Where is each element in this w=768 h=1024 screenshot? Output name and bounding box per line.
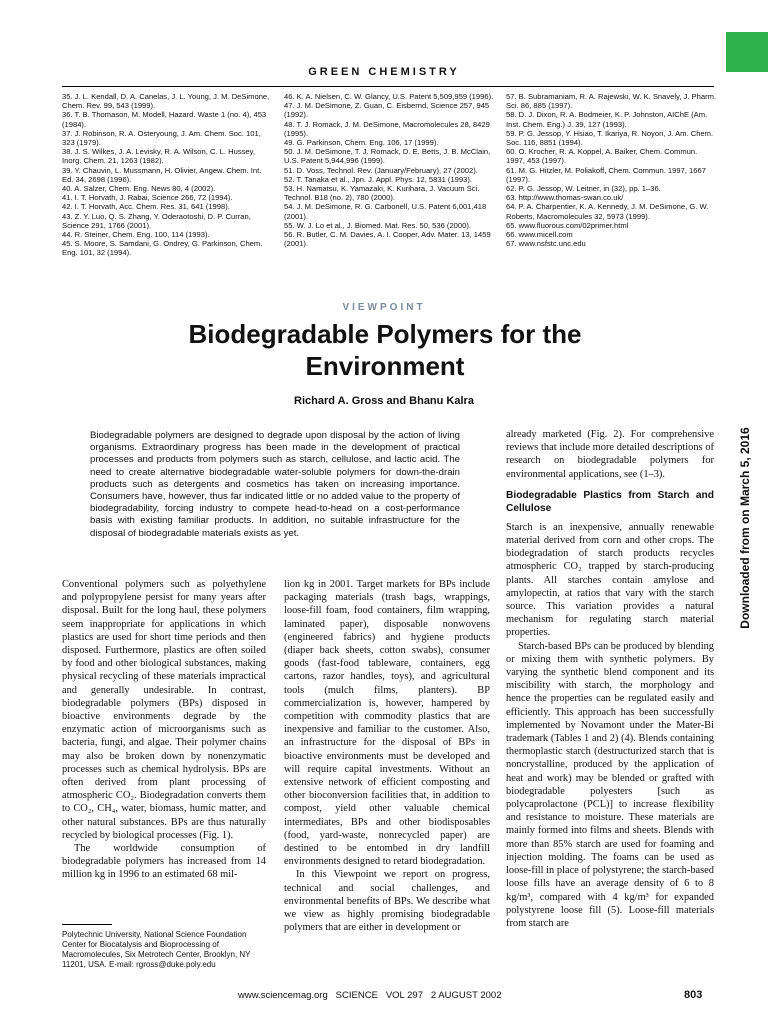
abstract: Biodegradable polymers are designed to degrade upon disposal by the action of living organisms. Extraordinary progress has been made in the development of practical processes and products from polymers such as starch, cellulose, and lactic acid. The need to create alternative biodegradable water-soluble polymers for down-the-drain products such as detergents and cosmetics has taken on increasing importance. Consumers have, however, thus far indicated little or no added value to the property of biodegradability, forcing industry to compete head-to-head on a cost-performance basis with existing familiar products. In addition, no suitable infrastructure for the disposal of biodegradable materials exists as yet. <box>90 430 460 539</box>
page-number: 803 <box>684 989 703 1001</box>
reference-item: 48. T. J. Romack, J. M. DeSimone, Macromolecules 28, 8429 (1995). <box>284 119 490 138</box>
reference-item: 51. D. Voss, Technol. Rev. (January/February), 27 (2002). <box>284 165 478 175</box>
page-footer <box>0 990 768 1006</box>
reference-item: 39. Y. Chauvin, L. Mussmann, H. Olivier, Angew. Chem. Int. Ed. 34, 2698 (1996). <box>62 165 262 184</box>
reference-item: 61. M. G. Hitzler, M. Poliakoff, Chem. Commun. 1997, 1667 (1997). <box>506 165 706 184</box>
reference-item: 57. B. Subramaniam, R. A. Rajewski, W. K. Snavely, J. Pharm. Sci. 86, 885 (1997). <box>506 92 717 111</box>
references-middle-column <box>284 92 494 248</box>
reference-item: 56. R. Butler, C. M. Davies, A. I. Cooper, Adv. Mater. 13, 1459 (2001). <box>284 230 491 249</box>
reference-item: 46. K. A. Nielsen, C. W. Glancy, U.S. Patent 5,509,959 (1996). <box>284 92 494 101</box>
paragraph: Conventional polymers such as polyethylene and polypropylene persist for many years after disposal. Built for the long haul, these polymers seem inappropriate for applications in which plastics are used for short time periods and then disposed. Furthermore, plastics are often soiled by food and other biological substances, making physical recycling of these materials impractical and generally undesirable. In contrast, biodegradable polymers (BPs) disposed in bioactive environments degrade by the enzymatic action of microorganisms such as bacteria, fungi, and algae. Their polymer chains may also be broken down by nonenzymatic processes such as chemical hydrolysis. BPs are often derived from plant processing of atmospheric CO₂. Biodegradation converts them to CO₂, CH₄, water, biomass, humic matter, and other natural substances. BPs are thus naturally recycled by biological processes (Fig. 1). <box>62 579 266 841</box>
affiliation-rule <box>62 924 112 925</box>
reference-item: 59. P. G. Jessop, Y. Hsiao, T. Ikariya, R. Noyori, J. Am. Chem. Soc. 116, 8851 (1994). <box>506 128 714 148</box>
reference-item: 38. J. S. Wilkes, J. A. Levisky, R. A. Wilson, C. L. Hussey, Inorg. Chem. 21, 1263 (1982). <box>62 147 255 166</box>
reference-item: 36. T. B. Thomason, M. Modell, Hazard. Waste 1 (no. 4), 453 (1984). <box>62 110 267 129</box>
download-stamp <box>738 408 752 648</box>
body-column-3 <box>506 428 714 930</box>
paragraph: lion kg in 2001. Target markets for BPs include packaging materials (trash bags, wrappings, loose-fill foam, food containers, film wrapping, laminated paper), disposable nonwovens (engineered fabrics) and hygiene products (diaper back sheets, cotton swabs), consumer goods (fast-food tableware, containers, egg cartons, razor handles, toys), and agricultural tools (mulch films, planters). BP commercialization is, however, hampered by competition with commodity plastics that are inexpensive and familiar to the customer. Also, an infrastructure for the disposal of BPs in bioactive environments must be developed and will require capital investments. Without an extensive network of efficient composting and other bioconversion facilities that, in addition to compost, yield other valuable chemical intermediates, BPs and other biodisposables (food, yard-waste, nonrecycled paper) are destined to be entombed in dry landfill environments designed to retard biodegradation. <box>284 579 490 868</box>
reference-item: 65. www.fluorous.com/02primer.html <box>506 220 629 230</box>
footer-citation: www.sciencemag.org SCIENCE VOL 297 2 AUGUST 2002 <box>238 990 502 1001</box>
reference-item: 64. P. A. Charpentier, K. A. Kennedy, J. M. DeSimone, G. W. Roberts, Macromolecules 32, 5973 (1999). <box>506 202 709 221</box>
reference-item: 43. Z. Y. Luo, Q. S. Zhang, Y. Oderaotoshi, D. P. Curran, Science 291, 1766 (2001). <box>62 211 251 230</box>
paragraph: already marketed (Fig. 2). For comprehensive reviews that include more detailed descriptions of research on biodegradable polymers for environmental applications, see (1–3). <box>506 429 714 480</box>
reference-item: 63. http://www.thomas-swan.co.uk/ <box>506 193 624 203</box>
reference-item: 53. H. Namatsu, K. Yamazaki, K. Kurihara, J. Vacuum Sci. Technol. B18 (no. 2), 780 (2000). <box>284 184 480 203</box>
viewpoint-label: VIEWPOINT <box>342 302 426 313</box>
authors: Richard A. Gross and Bhanu Kalra <box>294 395 474 407</box>
body-column-1 <box>62 578 266 882</box>
paragraph: In this Viewpoint we report on progress, technical and social challenges, and environmental benefits of BPs. We describe what we view as highly promising biodegradable polymers that are either in development or <box>284 869 490 934</box>
reference-item: 54. J. M. DeSimone, R. G. Carbonell, U.S. Patent 6,001,418 (2001). <box>284 202 487 221</box>
reference-item: 47. J. M. DeSimone, Z. Guan, C. Eisbernd, Science 257, 945 (1992). <box>284 101 490 120</box>
references-left-column <box>62 92 270 258</box>
reference-item: 52. T. Tanaka et al., Jpn. J. Appl. Phys. 12, 5831 (1993). <box>284 174 472 184</box>
reference-item: 49. G. Parkinson, Chem. Eng. 106, 17 (1999). <box>284 138 439 148</box>
reference-item: 42. I. T. Horvath, Acc. Chem. Res. 31, 641 (1998). <box>62 202 230 212</box>
reference-item: 40. A. Salzer, Chem. Eng. News 80, 4 (2002). <box>62 184 216 194</box>
paragraph: Starch is an inexpensive, annually renewable material derived from corn and other crops. The biodegradation of starch products recycles atmospheric CO₂ trapped by starch-producing plants. All starches contain amylose and amylopectin, at ratios that vary with the starch source. This variation provides a natural mechanism for regulating starch material properties. <box>506 521 714 639</box>
header-rule <box>62 86 714 87</box>
body-column-2 <box>284 578 490 934</box>
reference-item: 50. J. M. DeSimone, T. J. Romack, D. E. Betts, J. B. McClain, U.S. Patent 5,944,996 (1999). <box>284 147 491 166</box>
author-affiliation: Polytechnic University, National Science Foundation Center for Biocatalysis and Bioprocessing of Macromolecules, Six Metrotech Center, Brooklyn, NY 11201, USA. E-mail: rgross@duke.poly.edu <box>62 930 251 969</box>
reference-item: 62. P. G. Jessop, W. Leitner, in (32), pp. 1–36. <box>506 184 661 194</box>
reference-item: 45. S. Moore, S. Samdani, G. Ondrey, G. Parkinson, Chem. Eng. 101, 32 (1994). <box>62 239 263 258</box>
reference-item: 44. R. Steiner, Chem. Eng. 100, 114 (1993). <box>62 230 210 240</box>
article-title: Biodegradable Polymers for the Environment <box>188 319 582 381</box>
reference-item: 37. J. Robinson, R. A. Osteryoung, J. Am. Chem. Soc. 101, 323 (1979). <box>62 128 261 148</box>
section-heading: Biodegradable Plastics from Starch and Cellulose <box>506 489 714 514</box>
reference-item: 67. www.nsfstc.unc.edu <box>506 239 586 249</box>
download-stamp-text: Downloaded from on March 5, 2016 <box>738 427 752 629</box>
reference-item: 58. D. J. Dixon, R. A. Bodmeier, K. P. Johnston, AIChE (Am. Inst. Chem. Eng.) J. 39, 127 (1993). <box>506 110 708 129</box>
references-right-column <box>506 92 718 248</box>
paragraph: The worldwide consumption of biodegradable polymers has increased from 14 million kg in 1996 to an estimated 68 mil- <box>62 843 266 881</box>
paragraph: Starch-based BPs can be produced by blending or mixing them with synthetic polymers. By varying the synthetic blend component and its miscibility with starch, the morphology and hence the properties can be regulated easily and efficiently. This approach has been successfully implemented by Novamont under the Mater-Bi trademark (Tables 1 and 2) (4). Blends containing thermoplastic starch (destructurized starch that is noncrystalline, produced by the application of heat and work) may be blended or grafted with biodegradable polyesters [such as polycaprolactone (PCL)] to increase flexibility and resistance to moisture. These materials are mainly formed into films and sheets. Blends with more than 85% starch are used for foaming and injection molding. The foams can be used as loose-fill in place of polystyrene; the starch-based loose fills have an average density of 6 to 8 kg/m³, compared with 4 kg/m³ for expanded polystyrene loose fill (5). Loose-fill materials from starch are <box>506 640 714 929</box>
reference-item: 35. J. L. Kendall, D. A. Canelas, J. L. Young, J. M. DeSimone, Chem. Rev. 99, 543 (1999). <box>62 92 270 111</box>
section-header: GREEN CHEMISTRY <box>308 66 460 78</box>
reference-item: 60. O. Krocher, R. A. Koppel, A. Baiker, Chem. Commun. 1997, 453 (1997). <box>506 147 698 166</box>
reference-item: 41. I. T. Horvath, J. Rabai, Science 266, 72 (1994). <box>62 193 233 203</box>
reference-item: 55. W. J. Lo et al., J. Biomed. Mat. Res. 50, 536 (2000). <box>284 220 471 230</box>
reference-item: 66. www.micell.com <box>506 230 573 240</box>
